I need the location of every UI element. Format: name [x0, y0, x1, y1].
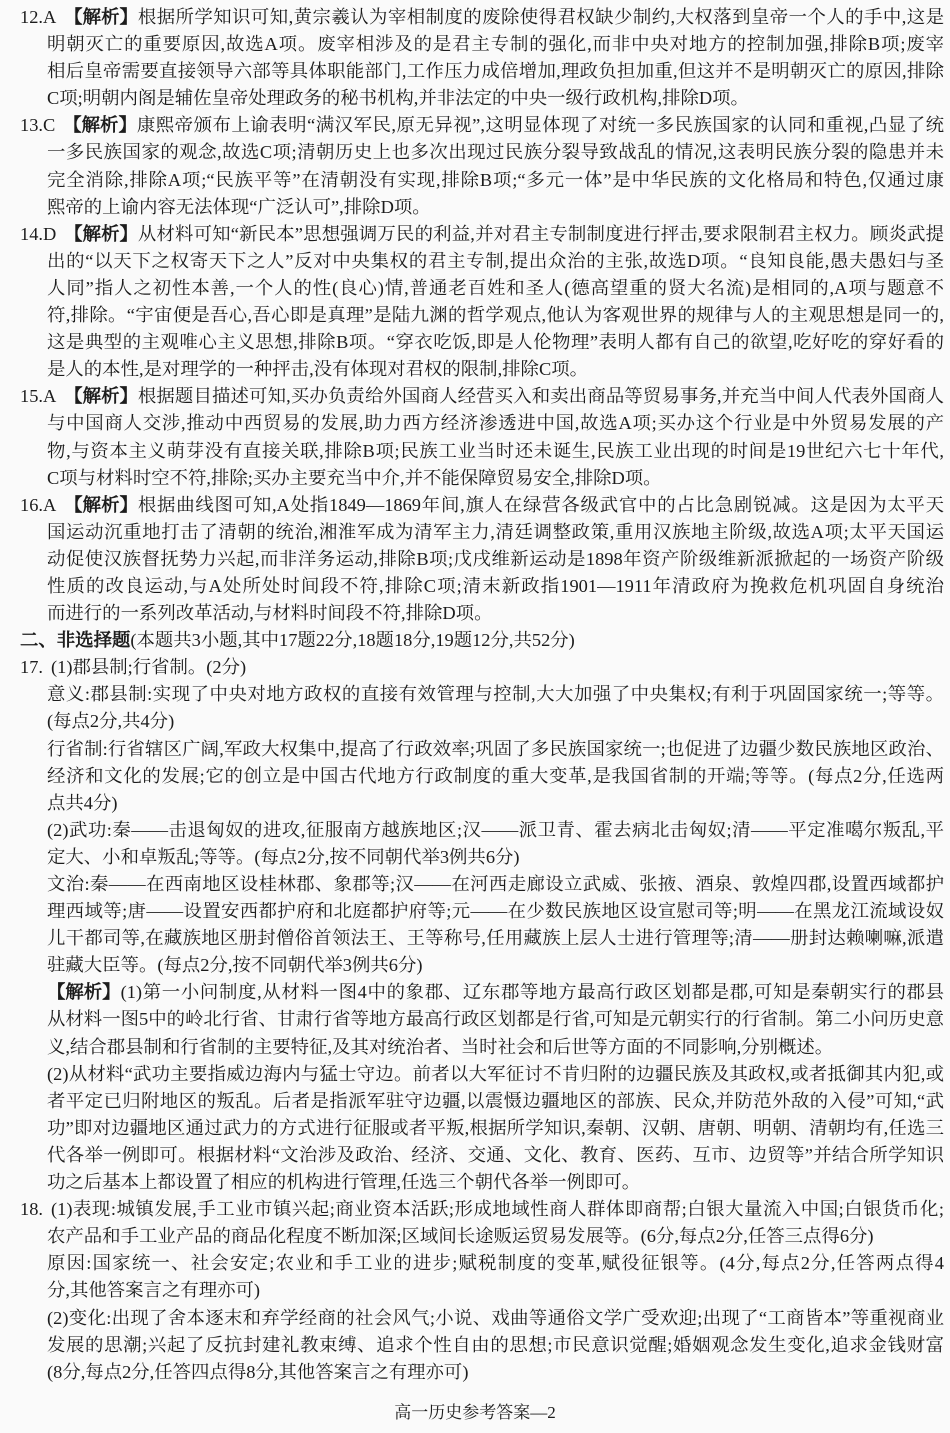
- text-line: [0, 492, 950, 519]
- line-text: 相后皇帝需要直接领导六部等具体职能部门,工作压力成倍增加,理政负担加重,但这并不是明朝灭亡的原因,排除: [47, 61, 944, 82]
- text-line: [0, 438, 950, 465]
- text-line: [0, 1277, 950, 1304]
- text-line: [0, 383, 950, 410]
- line-text: 国运动沉重地打击了清朝的统治,湘淮军成为清军主力,清廷调整政策,重用汉族地主阶级,故选A项;太平天国运: [47, 521, 944, 542]
- line-text: 经济和文化的发展;它的创立是中国古代地方行政制度的重大变革,是我国省制的开端;等等。(每点2分,任选两: [47, 765, 944, 786]
- line-text: 符,排除。“宇宙便是吾心,吾心即是真理”是陆九渊的哲学观点,他认为客观世界的规律与人的主观思想是同一的,: [47, 305, 944, 326]
- line-text: 从材料可知“新民本”思想强调万民的利益,并对君主专制制度进行抨击,要求限制君主权力。顾炎武提: [137, 223, 944, 244]
- analysis-tag: 【解析】: [64, 494, 138, 515]
- text-line: [0, 1169, 950, 1196]
- text-line: [0, 546, 950, 573]
- answer-paragraph: [0, 1061, 950, 1196]
- text-line: [0, 465, 950, 492]
- text-line: [0, 410, 950, 437]
- line-text: 康熙帝颁布上谕表明“满汉军民,原无异视”,这明显体现了对统一多民族国家的认同和重视,凸显了统: [136, 115, 944, 136]
- answer-paragraph: [0, 871, 950, 979]
- text-line: [0, 1332, 950, 1359]
- text-line: [0, 1061, 950, 1088]
- section-title: 二、非选择题: [20, 630, 131, 651]
- line-text: 驻藏大臣等。(每点2分,按不同朝代举3例共6分): [47, 955, 423, 976]
- answer-paragraph: [0, 221, 950, 384]
- line-text: 行省制:行省辖区广阔,军政大权集中,提高了行政效率;巩固了多民族国家统一;也促进了边疆少数民族地区政治、: [47, 738, 944, 759]
- line-text: 人同”指人之初性本善,一个人的性(良心)情,普通老百姓和圣人(德高望重的贤大名流)是相同的,A项与题意不: [47, 277, 944, 298]
- text-line: [0, 1115, 950, 1142]
- text-line: [0, 817, 950, 844]
- line-text: 者平定已归附地区的叛乱。后者是指派军驻守边疆,以震慑边疆地区的部族、民众,并防范外敌的入侵”可知,“武: [47, 1090, 944, 1111]
- question-number: 17.: [20, 657, 43, 678]
- analysis-tag: 【解析】: [64, 7, 138, 27]
- line-text: 农产品和手工业产品的商品化程度不断加深;区域间长途贩运贸易发展等。(6分,每点2分,任答三点得6分): [47, 1226, 874, 1247]
- analysis-tag: 【解析】: [47, 982, 121, 1003]
- line-text: 根据曲线图可知,A处指1849—1869年间,旗人在绿营各级武官中的占比急剧锐减。这是因为太平天: [137, 494, 944, 515]
- answer-paragraph: [0, 4, 950, 112]
- analysis-tag: 【解析】: [64, 223, 138, 244]
- text-line: [0, 275, 950, 302]
- line-text: (1)郡县制;行省制。(2分): [51, 657, 247, 678]
- text-line: [0, 58, 950, 85]
- text-line: [0, 1359, 950, 1386]
- line-text: (本题共3小题,其中17题22分,18题18分,19题12分,共52分): [130, 630, 575, 651]
- line-text: (2)从材料“武功主要指威边海内与猛士守边。前者以大军征讨不肯归附的边疆民族及其政权,或者抵御其内犯,或: [47, 1063, 944, 1084]
- text-line: [0, 85, 950, 112]
- answer-paragraph: [0, 979, 950, 1060]
- line-text: 这是典型的主观唯心主义思想,排除B项。“穿衣吃饭,即是人伦物理”表明人都有自己的欲望,吃好吃的穿好看的: [47, 332, 944, 353]
- line-text: C项;明朝内阁是辅佐皇帝处理政务的秘书机构,并非法定的中央一级行政机构,排除D项。: [47, 88, 749, 109]
- text-line: [0, 221, 950, 248]
- text-line: [0, 573, 950, 600]
- text-line: [0, 708, 950, 735]
- text-line: [0, 356, 950, 383]
- line-text: 从材料一图5中的岭北行省、甘肃行省等地方最高行政区划都是行省,可知是元朝实行的行省制。第二小问历史意: [47, 1009, 944, 1030]
- line-text: 根据题目描述可知,买办负责给外国商人经营买入和卖出商品等贸易事务,并充当中间人代表外国商人: [137, 386, 944, 407]
- line-text: 代各举一例即可。根据材料“文治涉及政治、经济、交通、文化、教育、医药、互市、边贸等”并结合所学知识: [47, 1144, 944, 1165]
- text-line: [0, 681, 950, 708]
- line-text: 定大、小和卓叛乱;等等。(每点2分,按不同朝代举3例共6分): [47, 846, 520, 867]
- answer-paragraph: [0, 383, 950, 491]
- line-text: 儿干都司等,在藏族地区册封僧俗首领法王、王等称号,任用藏族上层人士进行管理等;清——册封达赖喇嘛,派遣: [47, 928, 944, 949]
- line-text: 明朝灭亡的重要原因,故选A项。废宰相涉及的是君主专制的强化,而非中央对地方的控制加强,排除B项;废宰: [47, 34, 944, 55]
- text-line: [0, 194, 950, 221]
- text-line: [0, 1305, 950, 1332]
- page-footer: 高一历史参考答案—2: [394, 1403, 556, 1422]
- text-line: [0, 1142, 950, 1169]
- line-text: 功之后基本上都设置了相应的机构进行管理,任选三个朝代各举一例即可。: [47, 1172, 641, 1193]
- line-text: 物,与资本主义萌芽没有直接关联,排除B项;民族工业当时还未诞生,民族工业出现的时间是19世纪六七十年代,: [47, 440, 944, 461]
- line-text: 意义:郡县制:实现了中央对地方政权的直接有效管理与控制,大大加强了中央集权;有利于巩固国家统一;等等。: [47, 684, 944, 705]
- text-line: [0, 519, 950, 546]
- text-line: [0, 4, 950, 31]
- answer-paragraph: [0, 1305, 950, 1386]
- line-text: 义,结合郡县制和行省制的主要特征,及其对统治者、当时社会和后世等方面的不同影响,分别概述。: [47, 1036, 834, 1057]
- text-line: [0, 1196, 950, 1223]
- line-text: 熙帝的上谕内容无法体现“广泛认可”,排除D项。: [47, 196, 431, 217]
- line-text: 功”即对边疆地区通过武力的方式进行征服或者平叛,根据所学知识,秦朝、汉朝、唐朝、明朝、清朝均有,任选三: [47, 1117, 944, 1138]
- line-text: (2)武功:秦——击退匈奴的进攻,征服南方越族地区;汉——派卫青、霍去病北击匈奴;清——平定准噶尔叛乱,平: [47, 819, 944, 840]
- line-text: 一多民族国家的观念,故选C项;清朝历史上也多次出现过民族分裂导致战乱的情况,这表明民族分裂的隐患并未: [47, 142, 944, 163]
- line-text: (每点2分,共4分): [47, 711, 175, 732]
- line-text: 分,其他答案言之有理亦可): [47, 1280, 261, 1301]
- answer-paragraph: [0, 654, 950, 681]
- answer-paragraph: [0, 817, 950, 871]
- line-text: 发展的思潮;兴起了反抗封建礼教束缚、追求个性自由的思想;市民意识觉醒;婚姻观念发生变化,追求金钱财富: [47, 1334, 944, 1355]
- line-text: 与中国商人交涉,推动中西贸易的发展,助力西方经济渗透进中国,故选A项;买办这个行业是中外贸易发展的产: [47, 413, 944, 434]
- line-text: 动促使汉族督抚势力兴起,而非洋务运动,排除B项;戊戌维新运动是1898年资产阶级维新派掀起的一场资产阶级: [47, 548, 944, 569]
- line-text: 性质的改良运动,与A处所处时间段不符,排除C项;清末新政指1901—1911年清政府为挽救危机巩固自身统治: [47, 575, 944, 596]
- text-line: [0, 31, 950, 58]
- text-line: [0, 1088, 950, 1115]
- question-number: 13.C: [20, 115, 56, 136]
- text-line: [0, 627, 950, 654]
- line-text: 根据所学知识可知,黄宗羲认为宰相制度的废除使得君权缺少制约,大权落到皇帝一个人的手中,这是: [137, 7, 944, 27]
- text-line: [0, 871, 950, 898]
- question-number: 16.A: [20, 494, 57, 515]
- text-line: [0, 790, 950, 817]
- line-text: (8分,每点2分,任答四点得8分,其他答案言之有理亦可): [47, 1361, 469, 1382]
- text-line: [0, 248, 950, 275]
- text-line: [0, 600, 950, 627]
- line-text: 而进行的一系列改革活动,与材料时间段不符,排除D项。: [47, 603, 493, 624]
- text-line: [0, 302, 950, 329]
- answer-paragraph: [0, 627, 950, 654]
- text-line: [0, 763, 950, 790]
- line-text: 完全消除,排除A项;“民族平等”在清朝没有实现,排除B项;“多元一体”是中华民族的文化格局和特色,仅通过康: [47, 169, 944, 190]
- text-line: [0, 898, 950, 925]
- answer-paragraph: [0, 1250, 950, 1304]
- analysis-tag: 【解析】: [63, 115, 137, 136]
- text-line: [0, 1006, 950, 1033]
- answer-paragraph: [0, 492, 950, 627]
- question-number: 14.D: [20, 223, 57, 244]
- line-text: 点共4分): [47, 792, 118, 813]
- answer-document: [0, 4, 950, 1386]
- text-line: [0, 139, 950, 166]
- line-text: (1)第一小问制度,从材料一图4中的象郡、辽东郡等地方最高行政区划都是郡,可知是秦朝实行的郡县: [120, 982, 944, 1003]
- line-text: 文治:秦——在西南地区设桂林郡、象郡等;汉——在河西走廊设立武威、张掖、酒泉、敦煌四郡,设置西域都护: [47, 874, 944, 894]
- question-number: 12.A: [20, 7, 57, 27]
- text-line: [0, 167, 950, 194]
- answer-paragraph: [0, 681, 950, 735]
- question-number: 15.A: [20, 386, 57, 407]
- question-number: 18.: [20, 1199, 43, 1220]
- text-line: [0, 1223, 950, 1250]
- line-text: 原因:国家统一、社会安定;农业和手工业的进步;赋税制度的变革,赋役征银等。(4分,每点2分,任答两点得4: [47, 1253, 944, 1274]
- line-text: (1)表现:城镇发展,手工业市镇兴起;商业资本活跃;形成地域性商人群体即商帮;白银大量流入中国;白银货币化;: [51, 1199, 944, 1220]
- text-line: [0, 736, 950, 763]
- line-text: C项与材料时空不符,排除;买办主要充当中介,并不能保障贸易安全,排除D项。: [47, 467, 662, 488]
- text-line: [0, 329, 950, 356]
- line-text: 出的“以天下之权寄天下之人”反对中央集权的君主专制,提出众治的主张,故选D项。“良知良能,愚夫愚妇与圣: [47, 250, 944, 271]
- answer-paragraph: [0, 1196, 950, 1250]
- text-line: [0, 1250, 950, 1277]
- answer-paragraph: [0, 112, 950, 220]
- text-line: [0, 654, 950, 681]
- text-line: [0, 112, 950, 139]
- line-text: 理西域等;唐——设置安西都护府和北庭都护府等;元——在少数民族地区设宣慰司等;明——在黑龙江流域设奴: [47, 901, 944, 922]
- text-line: [0, 925, 950, 952]
- text-line: [0, 1034, 950, 1061]
- line-text: (2)变化:出现了舍本逐末和弃学经商的社会风气;小说、戏曲等通俗文学广受欢迎;出现了“工商皆本”等重视商业: [47, 1307, 944, 1328]
- text-line: [0, 979, 950, 1006]
- answer-paragraph: [0, 736, 950, 817]
- text-line: [0, 952, 950, 979]
- analysis-tag: 【解析】: [64, 386, 138, 407]
- text-line: [0, 844, 950, 871]
- line-text: 是人的本性,是对理学的一种抨击,没有体现对君权的限制,排除C项。: [47, 359, 588, 380]
